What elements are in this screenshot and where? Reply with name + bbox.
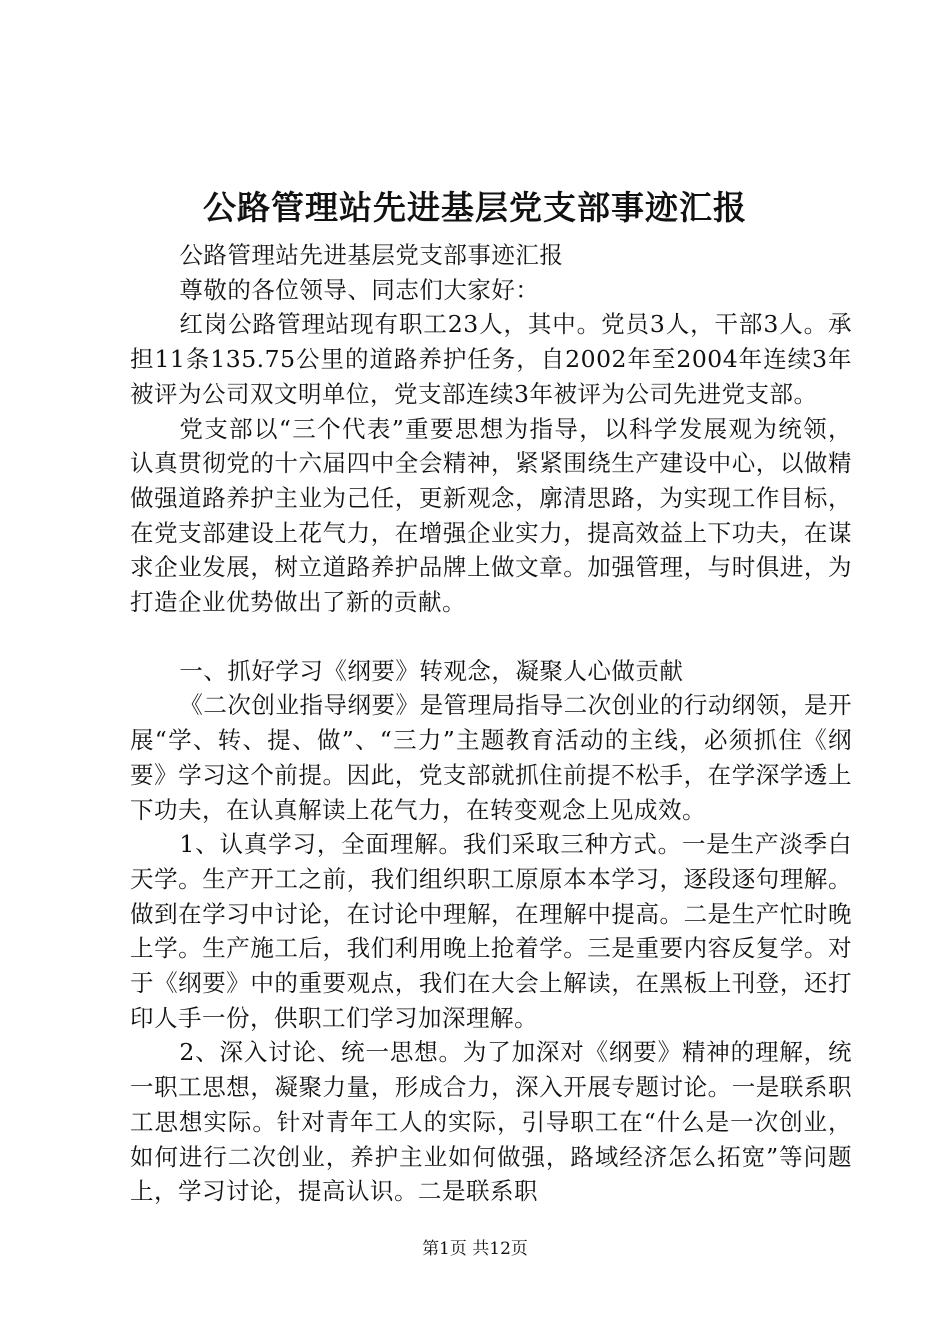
body-paragraph: 《二次创业指导纲要》是管理局指导二次创业的行动纲领，是开展“学、转、提、做”、“三力”主题教育活动的主线，必须抓住《纲要》学习这个前提。因此，党支部就抓住前提不松手，在学深学透上下功夫，在认真解读上花气力，在转变观念上见成效。 [130, 691, 852, 824]
section-heading: 一、抓好学习《纲要》转观念，凝聚人心做贡献 [179, 656, 684, 685]
body-paragraph: 尊敬的各位领导、同志们大家好： [179, 275, 540, 304]
body-paragraph: 2、深入讨论、统一思想。为了加深对《纲要》精神的理解，统一职工思想，凝聚力量，形成合力，深入开展专题讨论。一是联系职工思想实际。针对青年工人的实际，引导职工在“什么是一次创业，如何进行二次创业，养护主业如何做强，路域经济怎么拓宽”等问题上，学习讨论，提高认识。二是联系职 [130, 1038, 852, 1206]
page-number-footer: 第1页 共12页 [422, 1239, 528, 1259]
document-title: 公路管理站先进基层党支部事迹汇报 [203, 188, 747, 227]
body-paragraph: 党支部以“三个代表”重要思想为指导，以科学发展观为统领，认真贯彻党的十六届四中全会精神，紧紧围绕生产建设中心，以做精做强道路养护主业为己任，更新观念，廓清思路，为实现工作目标，在党支部建设上花气力，在增强企业实力，提高效益上下功夫，在谋求企业发展，树立道路养护品牌上做文章。加强管理，与时俱进，为打造企业优势做出了新的贡献。 [130, 414, 852, 617]
body-paragraph: 公路管理站先进基层党支部事迹汇报 [179, 241, 564, 269]
body-paragraph: 红岗公路管理站现有职工23人，其中。党员3人，干部3人。承担11条135.75公里的道路养护任务，自2002年至2004年连续3年被评为公司双文明单位，党支部连续3年被评为公司先进党支部。 [130, 310, 852, 408]
document-body [130, 238, 852, 1209]
body-paragraph: 1、认真学习，全面理解。我们采取三种方式。一是生产淡季白天学。生产开工之前，我们组织职工原原本本学习，逐段逐句理解。做到在学习中讨论，在讨论中理解，在理解中提高。二是生产忙时晚上学。生产施工后，我们利用晚上抢着学。三是重要内容反复学。对于《纲要》中的重要观点，我们在大会上解读，在黑板上刊登，还打印人手一份，供职工们学习加深理解。 [130, 830, 852, 1032]
